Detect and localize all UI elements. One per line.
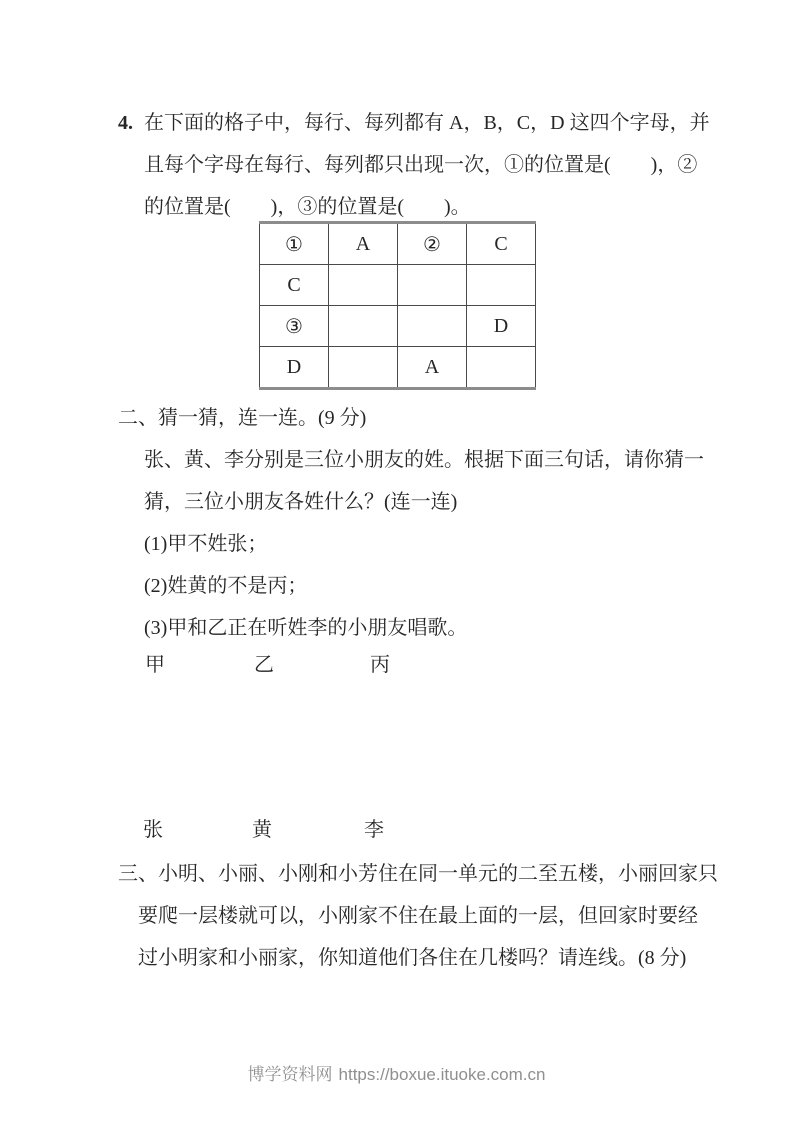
section-2-intro <box>144 439 704 523</box>
letter-grid-table <box>259 221 536 390</box>
grid-cell-r1c3: ② <box>398 223 467 265</box>
section-3-line-3: 过小明家和小丽家，你知道他们各住在几楼吗？请连线。(8 分) <box>138 947 687 969</box>
grid-cell-r2c2 <box>329 265 398 306</box>
section-2-intro-line-2: 猜，三位小朋友各姓什么？(连一连) <box>144 491 458 513</box>
grid-cell-r1c4: C <box>467 223 536 265</box>
grid-cell-r2c4 <box>467 265 536 306</box>
footer-url: https://boxue.ituoke.com.cn <box>338 1065 546 1084</box>
section-2-intro-line-1: 张、黄、李分别是三位小朋友的姓。根据下面三句话，请你猜一 <box>144 449 704 471</box>
person-label-yi: 乙 <box>254 654 274 676</box>
grid-cell-r1c1: ① <box>260 223 329 265</box>
surname-label-li: 李 <box>364 819 384 841</box>
section-3 <box>118 853 718 979</box>
grid-cell-r3c1: ③ <box>260 306 329 347</box>
person-label-bing: 丙 <box>370 654 390 676</box>
footer-watermark <box>0 1062 793 1088</box>
grid-cell-r3c3 <box>398 306 467 347</box>
section-3-line-1: 三、小明、小丽、小刚和小芳住在同一单元的二至五楼，小丽回家只 <box>118 863 718 885</box>
person-label-jia: 甲 <box>145 654 165 676</box>
grid-row-2 <box>260 265 536 306</box>
section-2-heading: 二、猜一猜，连一连。(9 分) <box>118 407 367 429</box>
question-4-number: 4. <box>118 112 133 134</box>
grid-cell-r3c2 <box>329 306 398 347</box>
clue-2: (2)姓黄的不是丙； <box>144 575 308 597</box>
surname-label-zhang: 张 <box>143 819 163 841</box>
question-4-text-1: 在下面的格子中，每行、每列都有 A，B，C，D 这四个字母，并 <box>144 112 710 134</box>
grid-cell-r3c4: D <box>467 306 536 347</box>
grid-cell-r2c3 <box>398 265 467 306</box>
surname-label-huang: 黄 <box>252 819 272 841</box>
question-4-line-2: 且每个字母在每行、每列都只出现一次，①的位置是( )，② <box>144 154 698 176</box>
section-3-line-2: 要爬一层楼就可以，小刚家不住在最上面的一层，但回家时要经 <box>138 905 698 927</box>
question-4-line-1 <box>118 102 710 144</box>
grid-cell-r2c1: C <box>260 265 329 306</box>
question-4-line-3: 的位置是( )，③的位置是( )。 <box>144 196 471 218</box>
grid-cell-r4c2 <box>329 347 398 389</box>
grid-cell-r4c3: A <box>398 347 467 389</box>
question-4 <box>118 102 710 228</box>
clue-3: (3)甲和乙正在听姓李的小朋友唱歌。 <box>144 617 468 639</box>
grid-row-4 <box>260 347 536 389</box>
clue-1: (1)甲不姓张； <box>144 533 268 555</box>
grid-cell-r1c2: A <box>329 223 398 265</box>
grid-row-1 <box>260 223 536 265</box>
grid-cell-r4c1: D <box>260 347 329 389</box>
grid-cell-r4c4 <box>467 347 536 389</box>
footer-site-name: 博学资料网 <box>247 1065 333 1084</box>
grid-row-3 <box>260 306 536 347</box>
section-2-clues <box>144 523 467 649</box>
